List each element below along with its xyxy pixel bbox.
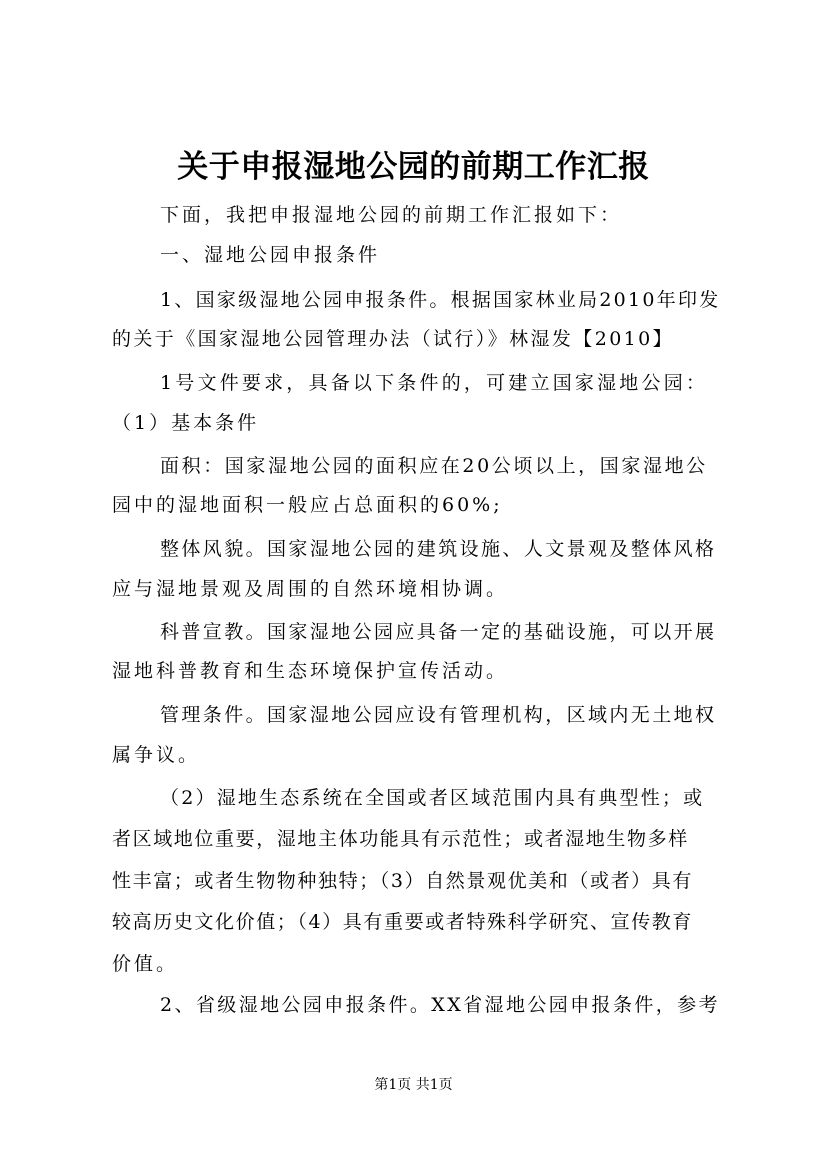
paragraph-line: 园中的湿地面积一般应占总面积的60%; — [112, 494, 503, 516]
paragraph-line: 应与湿地景观及周围的自然环境相协调。 — [112, 578, 509, 600]
paragraph-line: 2、省级湿地公园申报条件。XX省湿地公园申报条件，参考 — [160, 994, 720, 1016]
paragraph-line: 属争议。 — [112, 744, 201, 766]
paragraph-line: 1号文件要求，具备以下条件的，可建立国家湿地公园： — [160, 372, 709, 394]
paragraph-line: 下面，我把申报湿地公园的前期工作汇报如下： — [160, 204, 623, 226]
paragraph-line: 的关于《国家湿地公园管理办法（试行）》林湿发【2010】 — [112, 328, 675, 350]
subsection-heading: （1）基本条件 — [112, 412, 260, 434]
document-title: 关于申报湿地公园的前期工作汇报 — [177, 149, 650, 185]
paragraph-line: 价值。 — [112, 953, 179, 975]
paragraph-line: 湿地科普教育和生态环境保护宣传活动。 — [112, 660, 509, 682]
paragraph-line: 科普宣教。国家湿地公园应具备一定的基础设施，可以开展 — [160, 621, 717, 643]
section-heading: 一、湿地公园申报条件 — [160, 244, 381, 266]
page-footer: 第1页 共1页 — [374, 1077, 453, 1093]
paragraph-line: 管理条件。国家湿地公园应设有管理机构，区域内无土地权 — [160, 704, 717, 726]
paragraph-line: 者区域地位重要，湿地主体功能具有示范性；或者湿地生物多样 — [112, 828, 689, 850]
paragraph-line: 较高历史文化价值；（4）具有重要或者特殊科学研究、宣传教育 — [112, 911, 693, 933]
paragraph-line: 1、国家级湿地公园申报条件。根据国家林业局2010年印发 — [160, 289, 721, 311]
paragraph-line: 整体风貌。国家湿地公园的建筑设施、人文景观及整体风格 — [160, 538, 717, 560]
paragraph-line: 面积：国家湿地公园的面积应在20公顷以上，国家湿地公 — [160, 455, 708, 477]
paragraph-line: （2）湿地生态系统在全国或者区域范围内具有典型性；或 — [160, 787, 705, 809]
paragraph-line: 性丰富；或者生物物种独特；（3）自然景观优美和（或者）具有 — [112, 870, 693, 892]
